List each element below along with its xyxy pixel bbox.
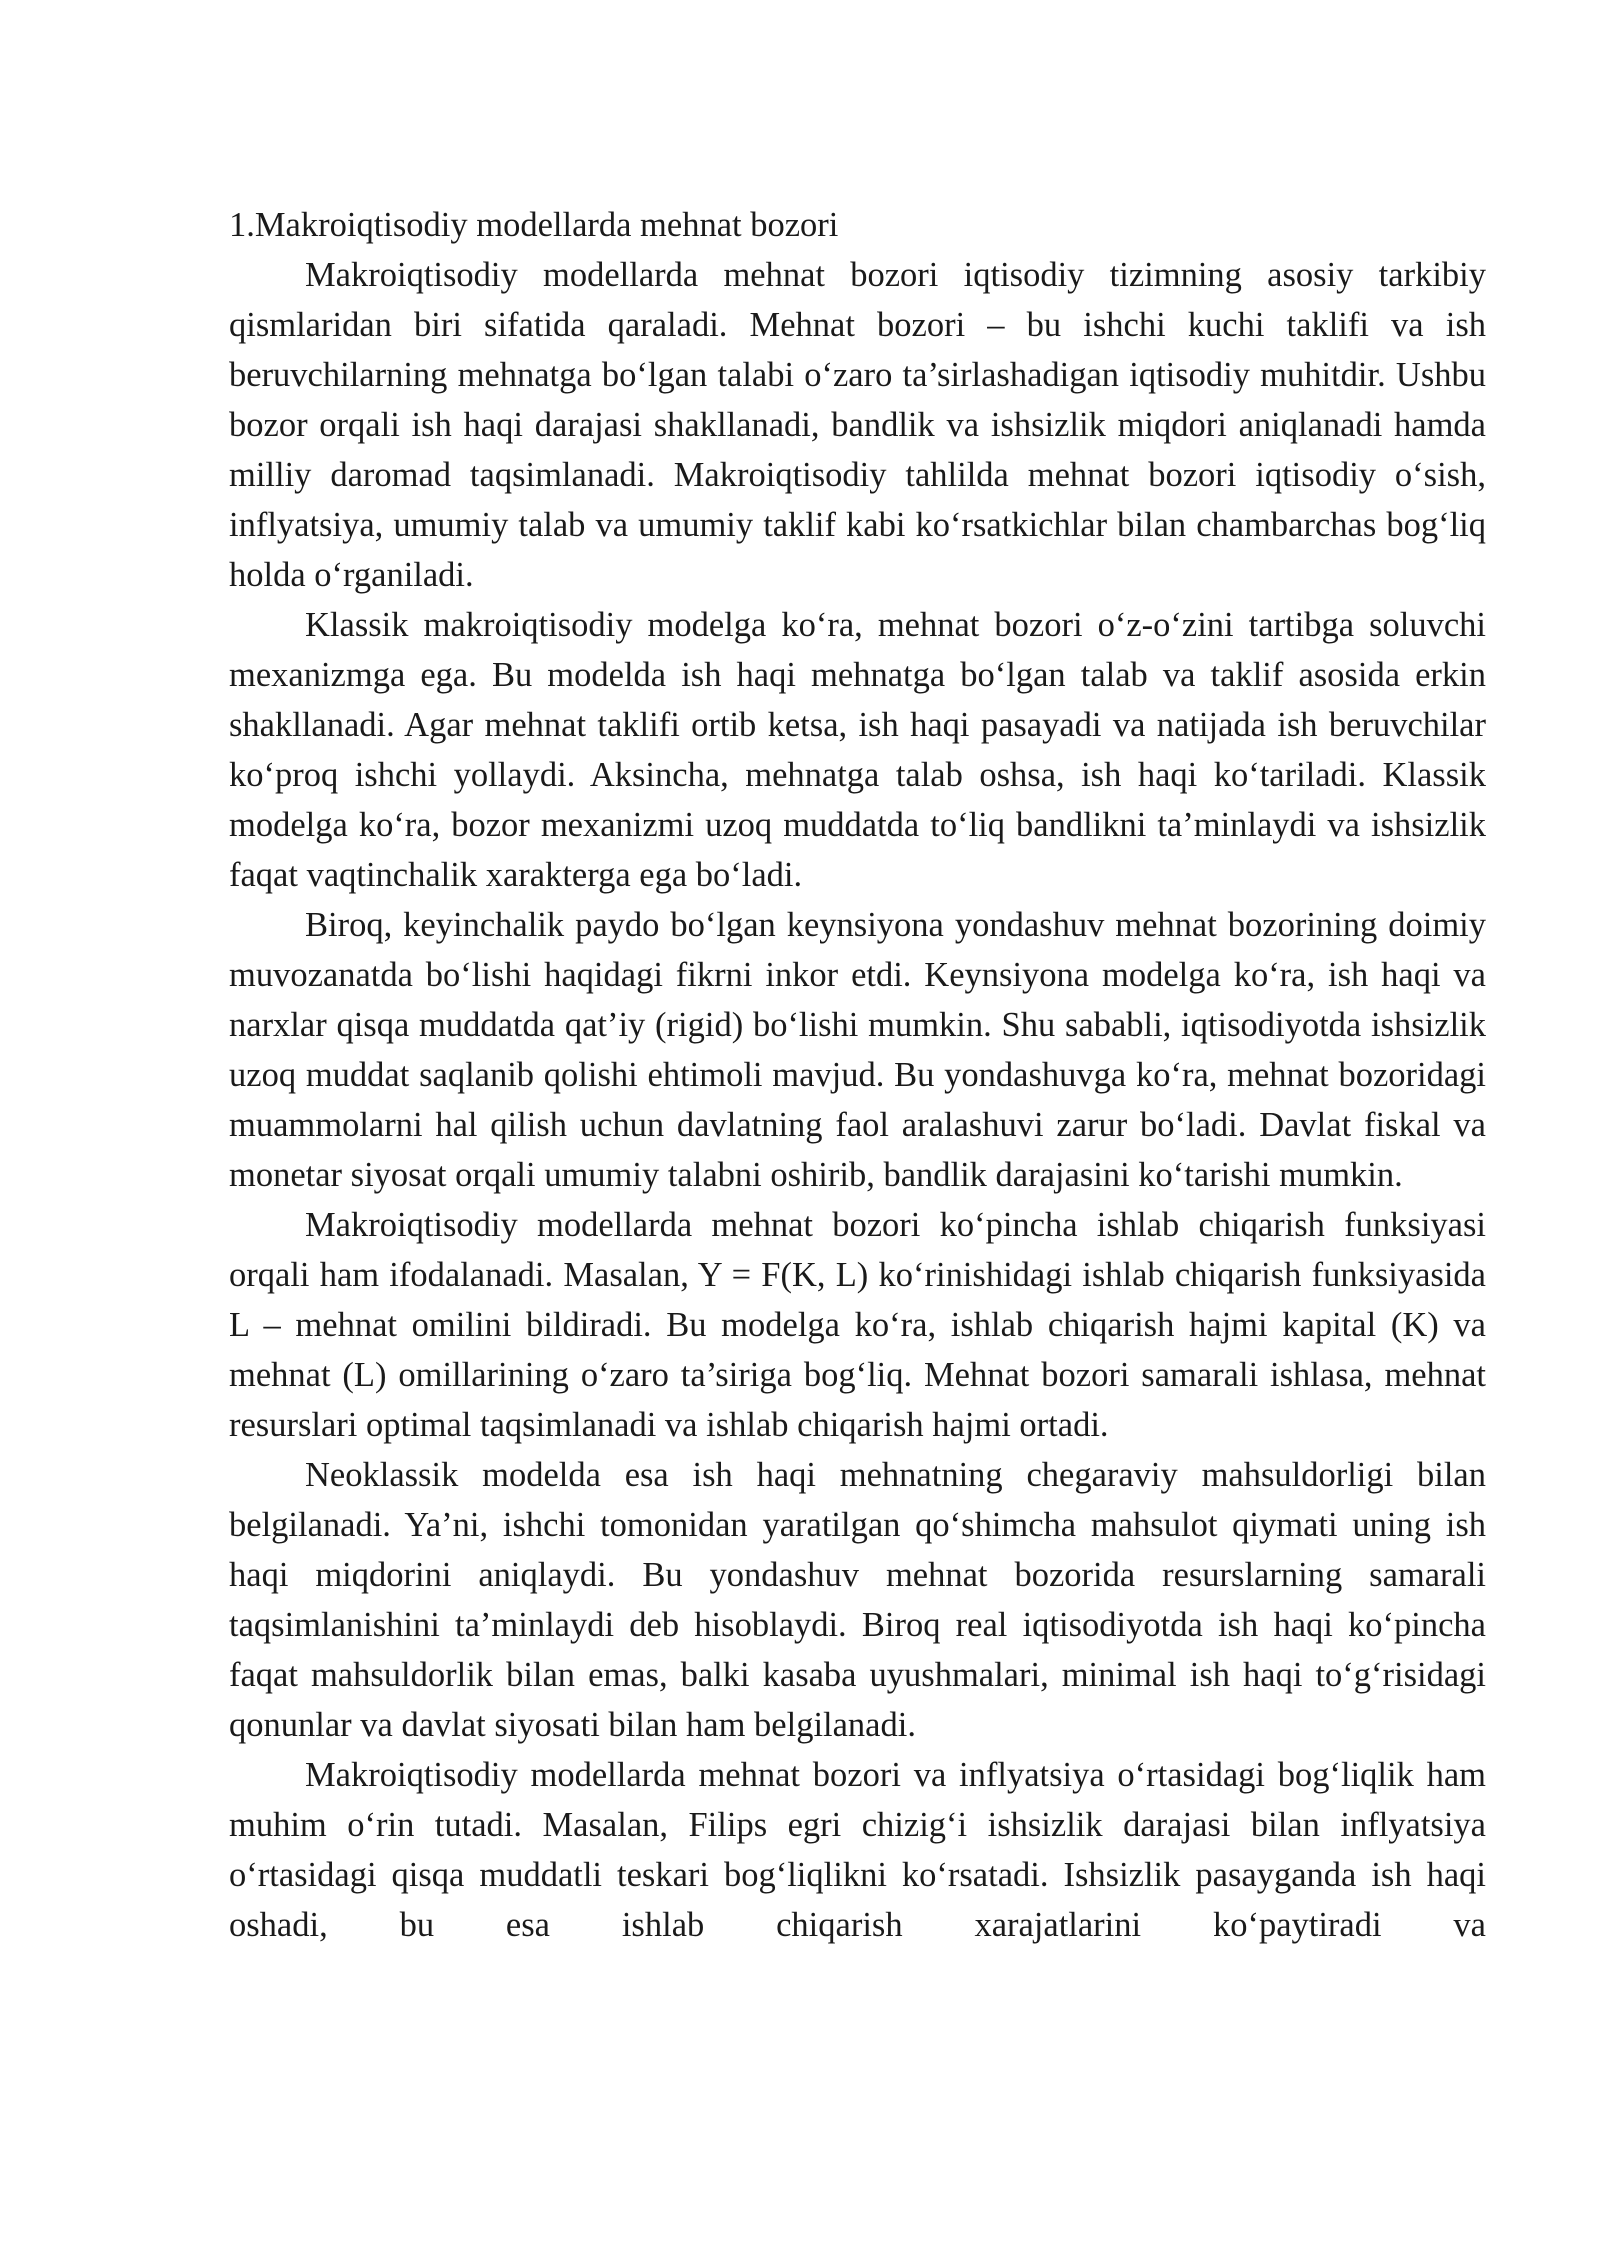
paragraph-4: Makroiqtisodiy modellarda mehnat bozori ko‘pincha ishlab chiqarish funksiyasi orqali ham ifodalanadi. Masalan, Y = F(K, L) ko‘rinishidagi ishlab chiqarish funksiyasida L – mehnat omilini bildiradi. Bu modelga ko‘ra, ishlab chiqarish hajmi kapital (K) va mehnat (L) omillarining o‘zaro ta’siriga bog‘liq. Mehnat bozori samarali ishlasa, mehnat resurslari optimal taqsimlanadi va ishlab chiqarish hajmi ortadi.: [229, 1206, 1486, 1444]
section-heading: 1.Makroiqtisodiy modellarda mehnat bozori: [229, 206, 839, 244]
paragraph-5: Neoklassik modelda esa ish haqi mehnatning chegaraviy mahsuldorligi bilan belgilanadi. Ya’ni, ishchi tomonidan yaratilgan qo‘shimcha mahsulot qiymati uning ish haqi miqdorini aniqlaydi. Bu yondashuv mehnat bozorida resurslarning samarali taqsimlanishini ta’minlaydi deb hisoblaydi. Biroq real iqtisodiyotda ish haqi ko‘pincha faqat mahsuldorlik bilan emas, balki kasaba uyushmalari, minimal ish haqi to‘g‘risidagi qonunlar va davlat siyosati bilan ham belgilanadi.: [229, 1456, 1486, 1744]
paragraph-3: Biroq, keyinchalik paydo bo‘lgan keynsiyona yondashuv mehnat bozorining doimiy muvozanatda bo‘lishi haqidagi fikrni inkor etdi. Keynsiyona modelga ko‘ra, ish haqi va narxlar qisqa muddatda qat’iy (rigid) bo‘lishi mumkin. Shu sababli, iqtisodiyotda ishsizlik uzoq muddat saqlanib qolishi ehtimoli mavjud. Bu yondashuvga ko‘ra, mehnat bozoridagi muammolarni hal qilish uchun davlatning faol aralashuvi zarur bo‘ladi. Davlat fiskal va monetar siyosat orqali umumiy talabni oshirib, bandlik darajasini ko‘tarishi mumkin.: [229, 906, 1486, 1194]
paragraph-6: Makroiqtisodiy modellarda mehnat bozori va inflyatsiya o‘rtasidagi bog‘liqlik ham muhim o‘rin tutadi. Masalan, Filips egri chizig‘i ishsizlik darajasi bilan inflyatsiya o‘rtasidagi qisqa muddatli teskari bog‘liqlikni ko‘rsatadi. Ishsizlik pasayganda ish haqi oshadi, bu esa ishlab chiqarish xarajatlarini ko‘paytiradi va: [229, 1756, 1486, 1944]
paragraph-2: Klassik makroiqtisodiy modelga ko‘ra, mehnat bozori o‘z-o‘zini tartibga soluvchi mexanizmga ega. Bu modelda ish haqi mehnatga bo‘lgan talab va taklif asosida erkin shakllanadi. Agar mehnat taklifi ortib ketsa, ish haqi pasayadi va natijada ish beruvchilar ko‘proq ishchi yollaydi. Aksincha, mehnatga talab oshsa, ish haqi ko‘tariladi. Klassik modelga ko‘ra, bozor mexanizmi uzoq muddatda to‘liq bandlikni ta’minlaydi va ishsizlik faqat vaqtinchalik xarakterga ega bo‘ladi.: [229, 606, 1486, 894]
paragraph-1: Makroiqtisodiy modellarda mehnat bozori iqtisodiy tizimning asosiy tarkibiy qismlaridan biri sifatida qaraladi. Mehnat bozori – bu ishchi kuchi taklifi va ish beruvchilarning mehnatga bo‘lgan talabi o‘zaro ta’sirlashadigan iqtisodiy muhitdir. Ushbu bozor orqali ish haqi darajasi shakllanadi, bandlik va ishsizlik miqdori aniqlanadi hamda milliy daromad taqsimlanadi. Makroiqtisodiy tahlilda mehnat bozori iqtisodiy o‘sish, inflyatsiya, umumiy talab va umumiy taklif kabi ko‘rsatkichlar bilan chambarchas bog‘liq holda o‘rganiladi.: [229, 256, 1486, 594]
document-page: [229, 200, 1486, 1950]
